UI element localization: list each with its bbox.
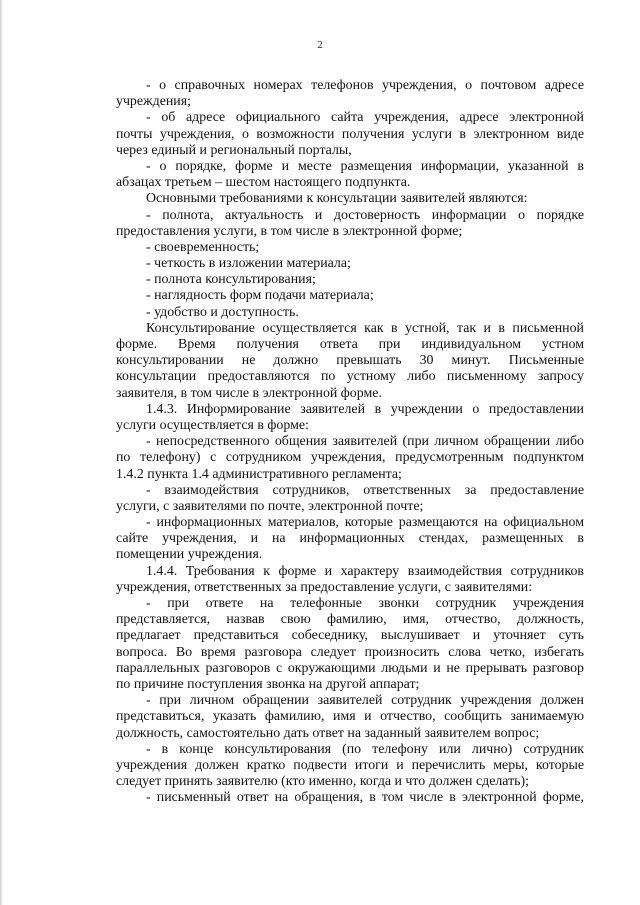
text-line: - о справочных номерах телефонов учреждения, о почтовом адресе bbox=[146, 78, 584, 93]
document-body bbox=[116, 78, 584, 806]
text-line: - при личном обращении заявителей сотрудник учреждения должен bbox=[146, 693, 584, 709]
text-line: 1.4.4. Требования к форме и характеру взаимодействия сотрудников bbox=[146, 563, 584, 579]
text-line: - удобство и доступность. bbox=[146, 304, 299, 320]
text-line: - в конце консультирования (по телефону или лично) сотрудник bbox=[146, 741, 584, 757]
scan-edge-shadow bbox=[0, 0, 3, 905]
text-line: предлагает представиться собеседнику, выслушивает и уточняет суть bbox=[116, 628, 584, 644]
text-line: - полнота консультирования; bbox=[146, 272, 316, 288]
text-line: - полнота, актуальность и достоверность информации о порядке bbox=[146, 207, 584, 223]
text-line: - об адресе официального сайта учреждения, адресе электронной bbox=[146, 110, 584, 126]
text-line: по причине поступления звонка на другой аппарат; bbox=[116, 676, 420, 692]
text-line: предоставления услуги, в том числе в электронной форме; bbox=[116, 223, 463, 239]
text-line: представиться, указать фамилию, имя и отчество, сообщить занимаемую bbox=[116, 709, 584, 725]
text-line: - своевременность; bbox=[146, 239, 260, 255]
text-line: форме. Время получения ответа при индивидуальном устном bbox=[116, 337, 584, 352]
text-line: консультировании не должно превышать 30 минут. Письменные bbox=[116, 353, 584, 369]
text-line: параллельных разговоров с окружающими людьми и не прерывать разговор bbox=[116, 660, 584, 676]
text-line: услуги осуществляется в форме: bbox=[116, 417, 309, 433]
text-line: - письменный ответ на обращения, в том числе в электронной форме, bbox=[146, 790, 584, 806]
text-line: консультации предоставляются по устному либо письменному запросу bbox=[116, 369, 584, 385]
text-line: - взаимодействия сотрудников, ответственных за предоставление bbox=[146, 482, 584, 498]
text-line: заявителя, в том числе в электронной форме. bbox=[116, 385, 382, 401]
text-line: по телефону) с сотрудником учреждения, предусмотренным подпунктом bbox=[116, 450, 584, 466]
text-line: - непосредственного общения заявителей (при личном обращении либо bbox=[146, 434, 584, 450]
text-line: представляется, назвав свою фамилию, имя, отчество, должность, bbox=[116, 612, 584, 628]
text-line: Консультирование осуществляется как в устной, так и в письменной bbox=[146, 320, 584, 336]
text-line: должность, самостоятельно дать ответ на заданный заявителем вопрос; bbox=[116, 725, 540, 741]
text-line: помещении учреждения. bbox=[116, 547, 263, 563]
text-line: - четкость в изложении материала; bbox=[146, 256, 351, 272]
text-line: - при ответе на телефонные звонки сотрудник учреждения bbox=[146, 596, 584, 611]
text-line: Основными требованиями к консультации заявителей являются: bbox=[146, 191, 528, 207]
text-line: сайте учреждения, и на информационных стендах, размещенных в bbox=[116, 531, 584, 547]
text-line: следует принять заявителю (кто именно, когда и что должен сделать); bbox=[116, 774, 529, 790]
text-line: - информационных материалов, которые размещаются на официальном bbox=[146, 515, 584, 531]
text-line: абзацах третьем – шестом настоящего подпункта. bbox=[116, 175, 411, 191]
text-line: - о порядке, форме и месте размещения информации, указанной в bbox=[146, 158, 584, 174]
text-line: почты учреждения, о возможности получения услуги в электронном виде bbox=[116, 126, 584, 142]
text-line: через единый и региональный порталы, bbox=[116, 142, 352, 158]
text-line: услуги, с заявителями по почте, электронной почте; bbox=[116, 498, 424, 514]
text-line: учреждения, ответственных за предоставление услуги, с заявителями: bbox=[116, 579, 533, 595]
text-line: 1.4.3. Информирование заявителей в учреждении о предоставлении bbox=[146, 401, 584, 417]
text-line: учреждения; bbox=[116, 94, 191, 110]
text-line: вопроса. Во время разговора следует произносить слова четко, избегать bbox=[116, 644, 584, 660]
text-line: - наглядность форм подачи материала; bbox=[146, 288, 374, 304]
text-line: 1.4.2 пункта 1.4 административного регламента; bbox=[116, 466, 402, 482]
text-line: учреждения должен кратко подвести итоги и перечислить меры, которые bbox=[116, 757, 584, 773]
page-number: 2 bbox=[317, 39, 323, 51]
